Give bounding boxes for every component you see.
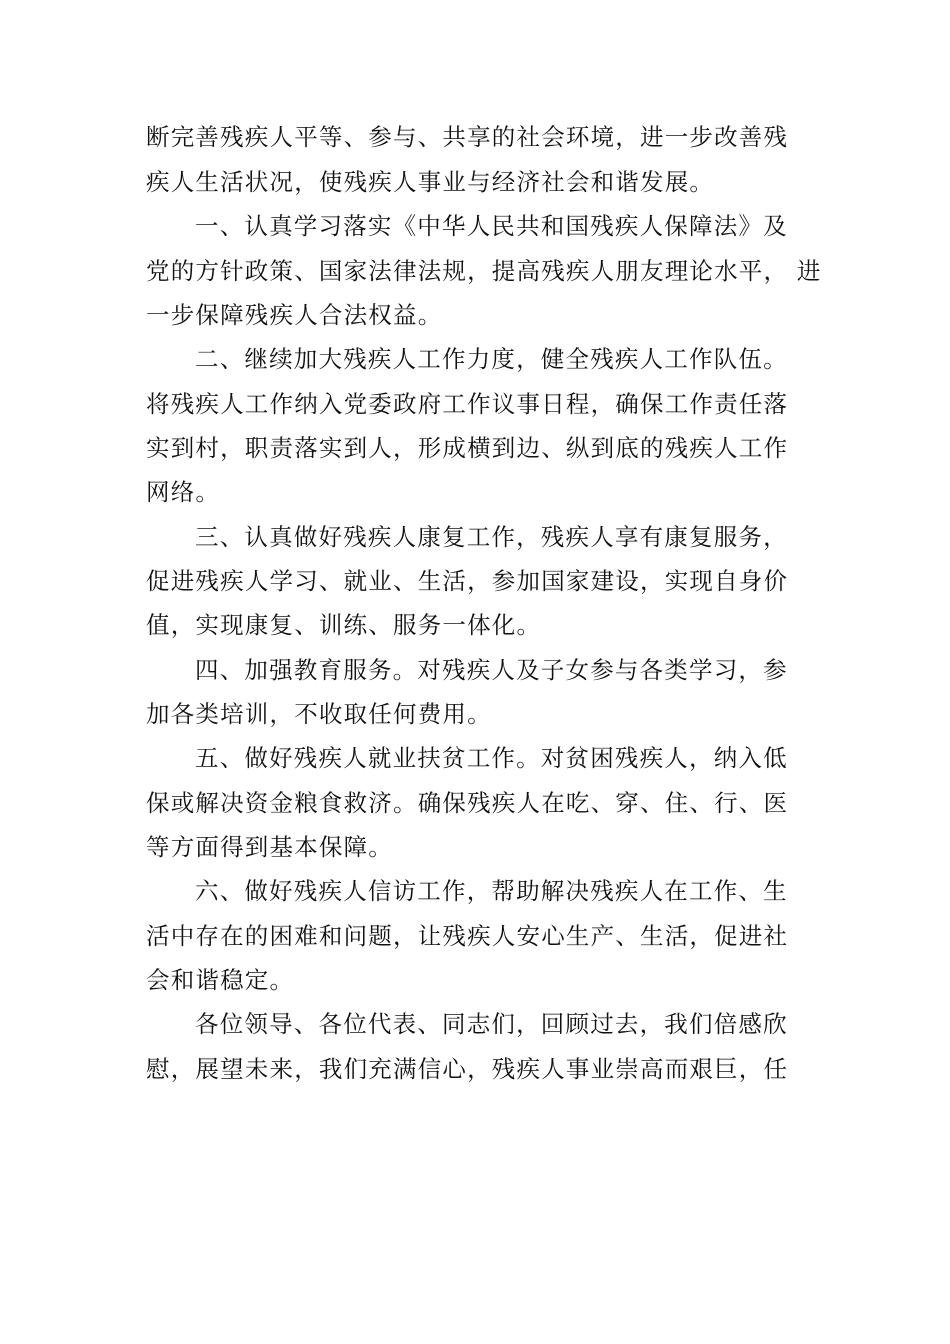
paragraph-start: 二、继续加大残疾人工作力度，健全残疾人工作队伍。 [195,345,788,373]
text-line: 保或解决资金粮食救济。确保残疾人在吃、穿、住、行、医 [146,789,789,817]
text-line: 促进残疾人学习、就业、生活，参加国家建设，实现自身价 [146,567,789,595]
text-line: 断完善残疾人平等、参与、共享的社会环境，进一步改善残 [146,123,789,151]
text-line: 党的方针政策、国家法律法规，提高残疾人朋友理论水平， 进 [146,257,822,285]
text-line: 将残疾人工作纳入党委政府工作议事日程，确保工作责任落 [146,390,789,418]
text-line: 加各类培训，不收取任何费用。 [146,700,492,728]
text-line: 一步保障残疾人合法权益。 [146,301,443,329]
paragraph-start: 四、加强教育服务。对残疾人及子女参与各类学习，参 [195,656,788,684]
paragraph-start: 一、认真学习落实《中华人民共和国残疾人保障法》及 [195,212,788,240]
text-line: 疾人生活状况，使残疾人事业与经济社会和谐发展。 [146,168,715,196]
text-line: 等方面得到基本保障。 [146,833,393,861]
text-line: 网络。 [146,478,221,506]
paragraph-start: 六、做好残疾人信访工作，帮助解决残疾人在工作、生 [195,877,788,905]
paragraph-start: 各位领导、各位代表、同志们，回顾过去，我们倍感欣 [195,1010,788,1038]
text-line: 会和谐稳定。 [146,966,295,994]
text-line: 活中存在的困难和问题，让残疾人安心生产、生活，促进社 [146,922,789,950]
paragraph-start: 五、做好残疾人就业扶贫工作。对贫困残疾人，纳入低 [195,744,788,772]
text-line: 实到村，职责落实到人，形成横到边、纵到底的残疾人工作 [146,434,789,462]
text-line: 值，实现康复、训练、服务一体化。 [146,611,542,639]
paragraph-start: 三、认真做好残疾人康复工作，残疾人享有康复服务， [195,523,788,551]
text-line: 慰，展望未来，我们充满信心，残疾人事业崇高而艰巨，任 [146,1055,789,1083]
